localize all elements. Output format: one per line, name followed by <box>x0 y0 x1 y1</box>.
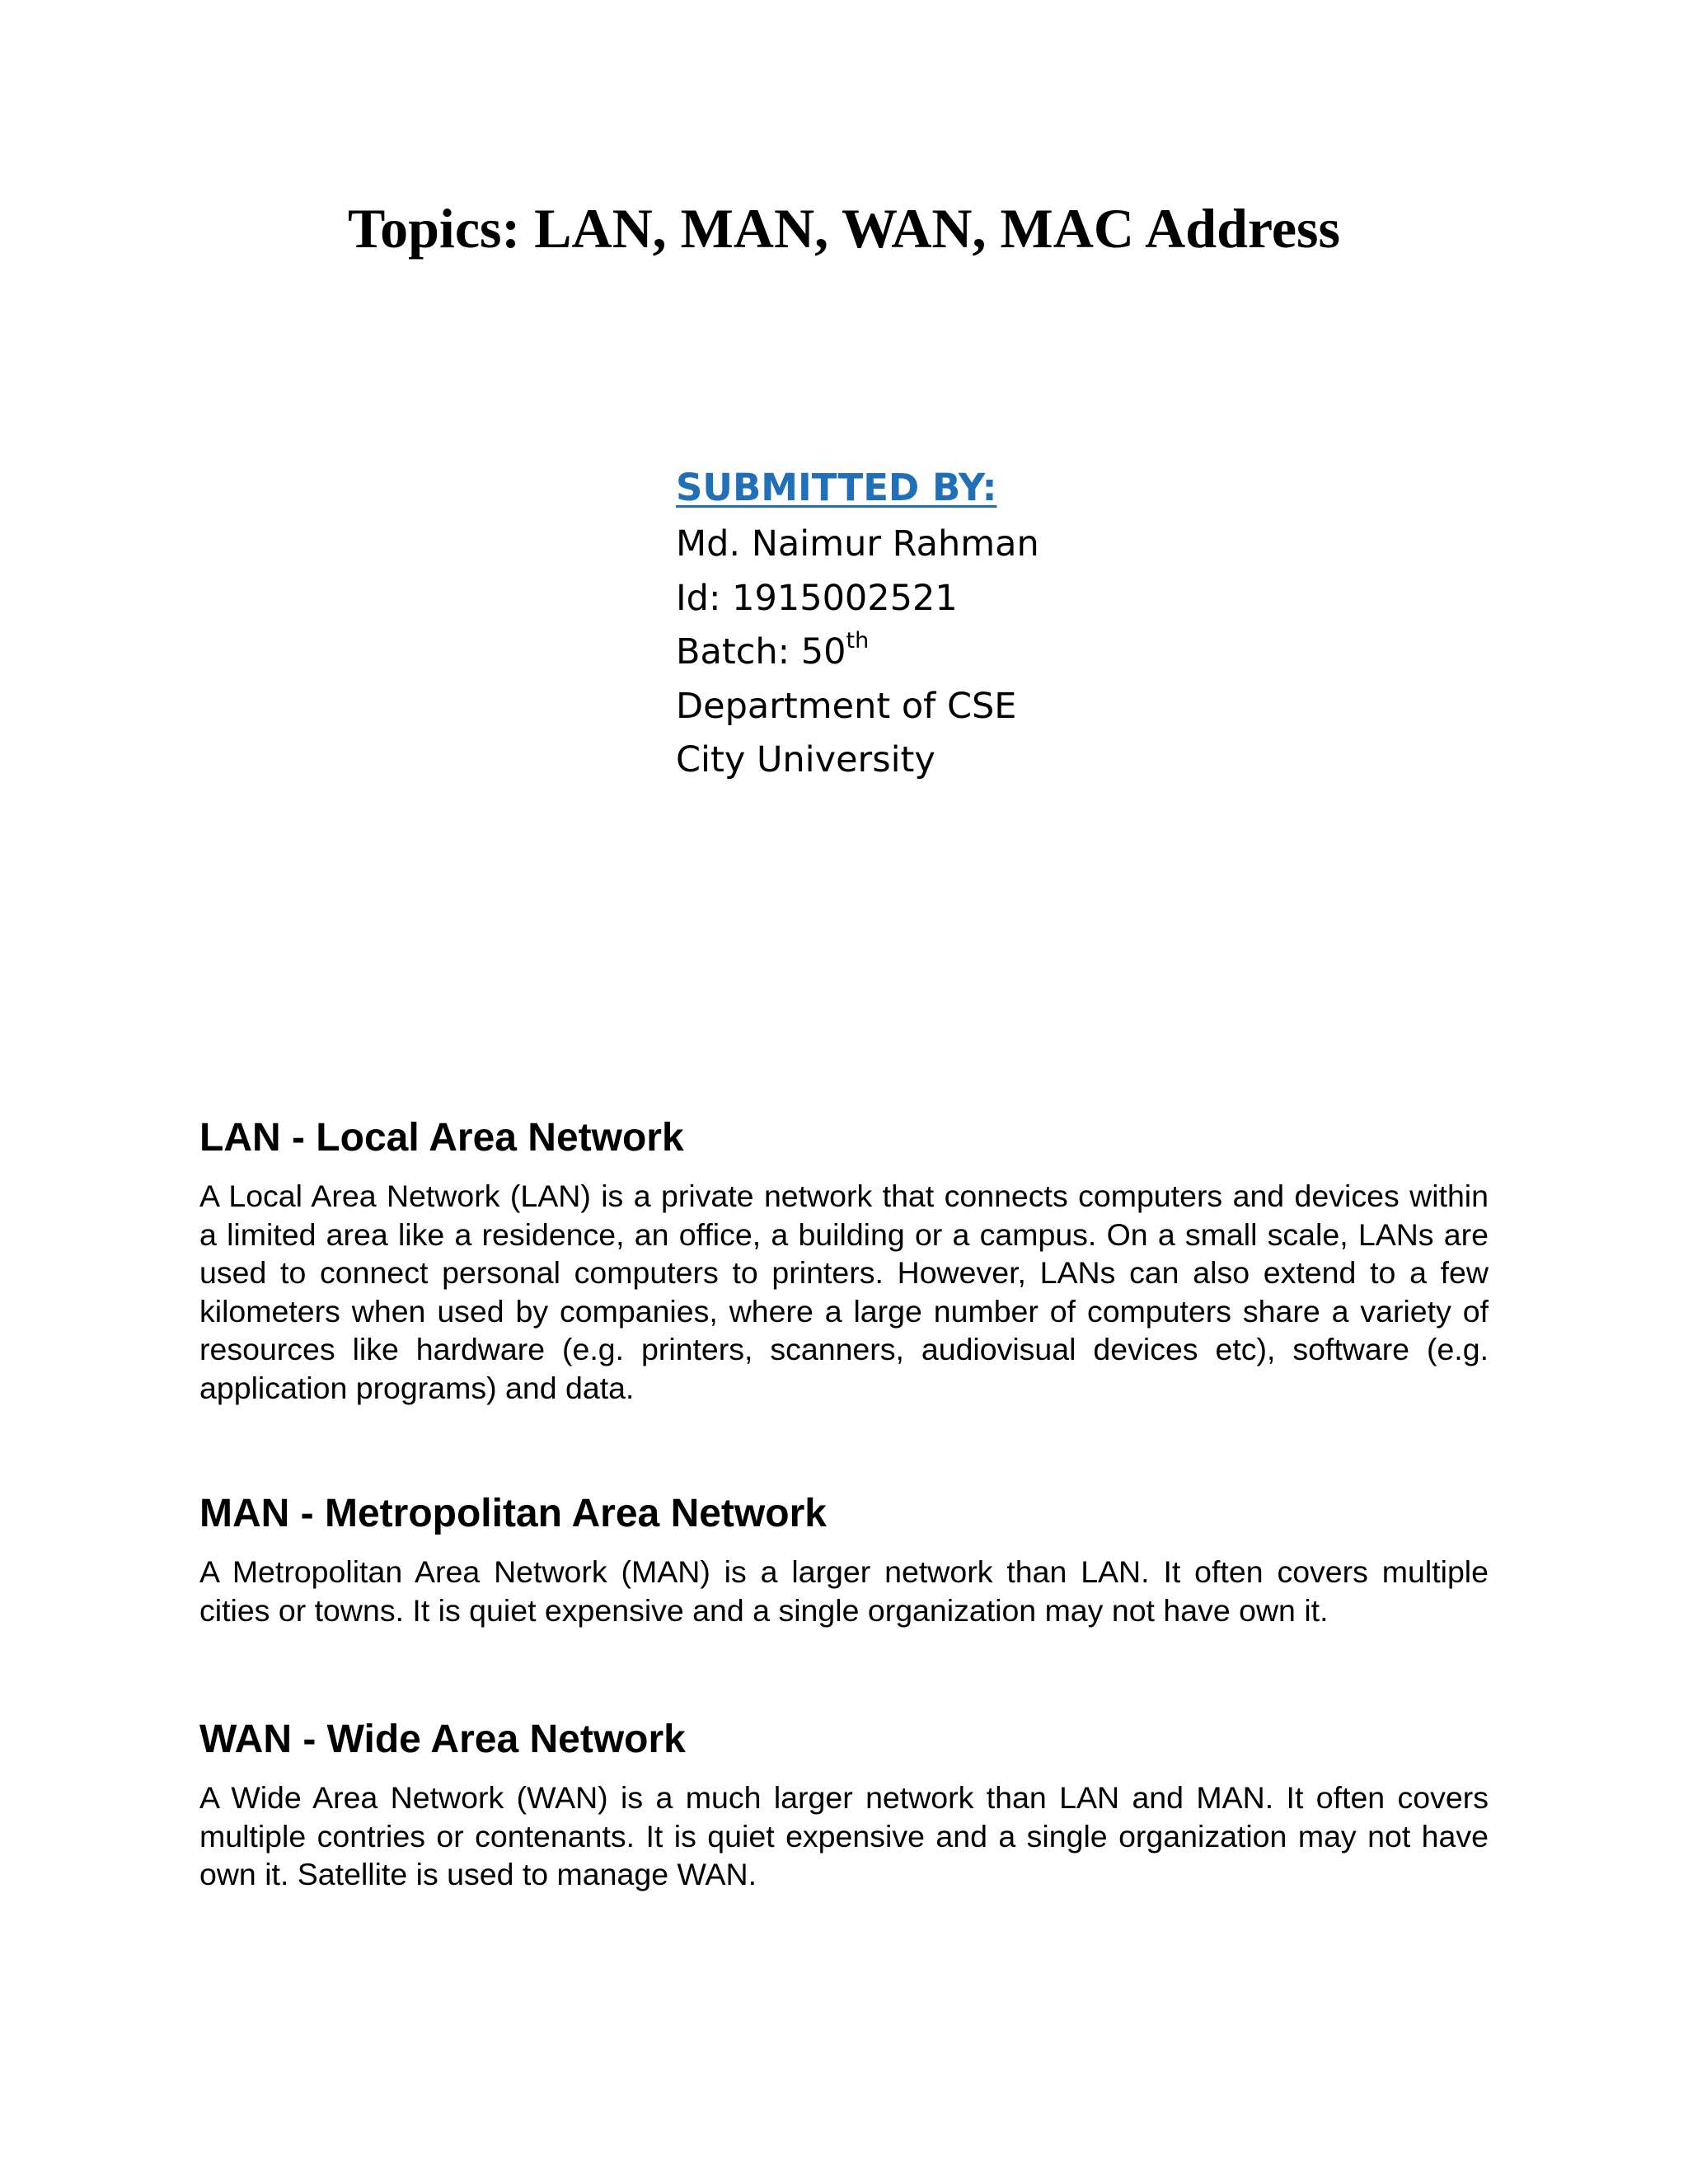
section-lan-heading: LAN - Local Area Network <box>199 1116 684 1160</box>
section-man <box>199 1487 1489 1629</box>
submitted-by-block <box>676 458 1418 788</box>
section-man-body: A Metropolitan Area Network (MAN) is a larger network than LAN. It often covers multiple cities or towns. It is quiet expensive and a single organization may not have own it. <box>199 1554 1489 1628</box>
document-title: Topics: LAN, MAN, WAN, MAC Address <box>348 197 1340 260</box>
batch-text: Batch: 50 <box>676 631 846 673</box>
section-wan-heading: WAN - Wide Area Network <box>199 1718 686 1761</box>
batch-ordinal-suffix: th <box>846 627 870 654</box>
student-id: Id: 1915002521 <box>676 577 958 619</box>
submitted-by-heading: SUBMITTED BY: <box>676 466 997 509</box>
section-wan <box>199 1713 1489 1894</box>
section-lan-body: A Local Area Network (LAN) is a private network that connects computers and devices within a limited area like a residence, an office, a building or a campus. On a small scale, LANs are used to connect personal computers to printers. However, LANs can also extend to a few kilometers when used by companies, where a large number of computers share a variety of resources like hardware (e.g. printers, scanners, audiovisual devices etc), software (e.g. application programs) and data. <box>199 1179 1489 1405</box>
student-department: Department of CSE <box>676 685 1017 727</box>
section-man-heading: MAN - Metropolitan Area Network <box>199 1492 827 1535</box>
student-batch <box>676 626 1418 680</box>
section-wan-body: A Wide Area Network (WAN) is a much larger network than LAN and MAN. It often covers multiple contries or contenants. It is quiet expensive and a single organization may not have own it. Satellite is used to manage WAN. <box>199 1780 1489 1891</box>
student-university: City University <box>676 739 935 780</box>
student-name: Md. Naimur Rahman <box>676 523 1039 565</box>
section-lan <box>199 1111 1489 1407</box>
